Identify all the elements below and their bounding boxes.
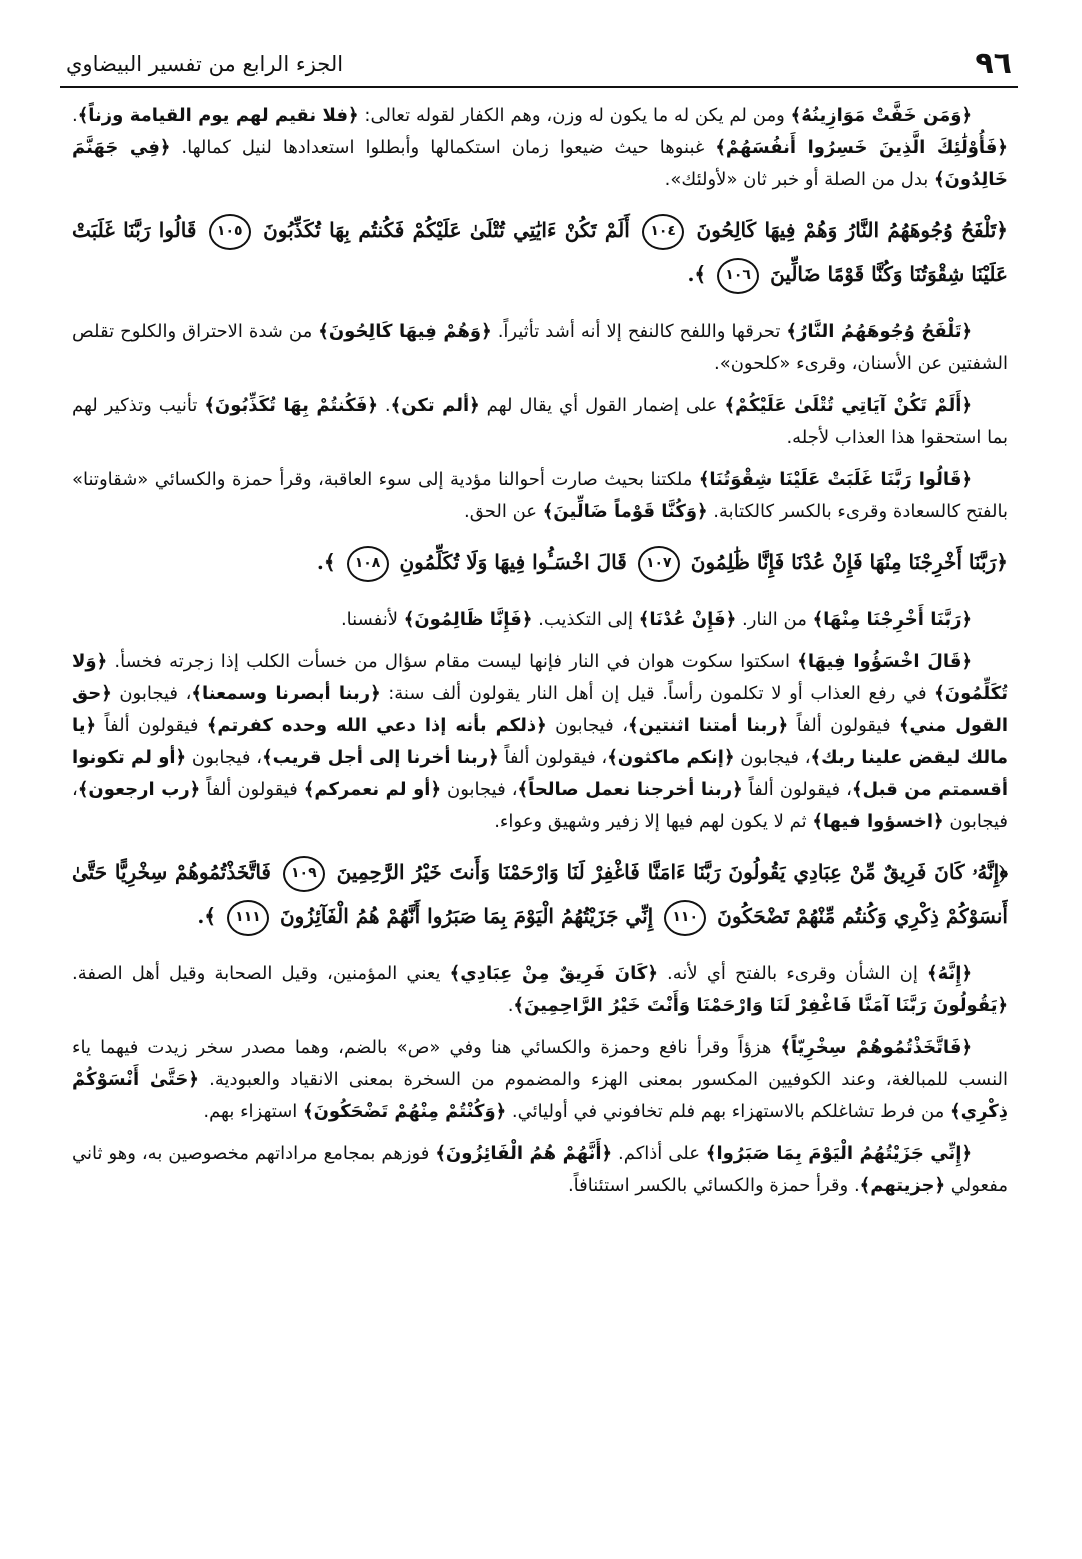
quran-quote: ﴿ربنا أخرنا إلى أجل قريب﴾ (262, 747, 499, 768)
quran-quote: ﴿يا مالك ليقض علينا ربك﴾ (72, 715, 1008, 768)
commentary-text: على أذاكم. (612, 1143, 706, 1164)
verse-number-marker: ١٠٧ (638, 546, 680, 582)
quran-quote: ﴿فَاتَّخَذْتُمُوهُمْ سِخْرِيّاً﴾ (780, 1037, 972, 1058)
commentary-text: هزؤاً وقرأ نافع وحمزة والكسائي هنا وفي «ص» بالضم، وهما مصدر سخر زيدت فيهما ياء النسب للمبالغة، وعند الكوفيين المكسور بمعنى الهزء والمضموم من السخرة بمعنى الانقياد والعبودية. (72, 1037, 1008, 1090)
quran-quote: ﴿رَبَّنَا أَخْرِجْنَا مِنْهَا﴾ (812, 609, 972, 630)
commentary-text: ثم لا يكون لهم فيها إلا زفير وشهيق وعواء. (494, 811, 813, 832)
verse-text: ﴿إِنَّهُۥ كَانَ فَرِيقٌ مِّنْ عِبَادِي يَقُولُونَ رَبَّنَا ءَامَنَّا فَاغْفِرْ لَنَا وَارْحَمْنَا وَأَنتَ خَيْرُ الرَّٰحِمِينَ (336, 860, 1008, 884)
commentary-paragraph (72, 390, 1008, 454)
quran-quote: ﴿إِنَّهُ﴾ (927, 963, 972, 984)
commentary-text: ملكتنا بحيث صارت أحوالنا مؤدية إلى سوء العاقبة، وقرأ حمزة والكسائي «شقاوتنا» بالفتح كالسعادة وقرىء بالكسر كالكتابة. (72, 469, 1008, 522)
verse-text: ﴿تَلْفَحُ وُجُوهَهُمُ النَّارُ وَهُمْ فِيهَا كَالِحُونَ (696, 218, 1008, 242)
quran-quote: ﴿جزيتهم﴾ (859, 1175, 946, 1196)
quran-quote: ﴿كَانَ فَرِيقٌ مِنْ عِبَادِي﴾ (449, 963, 658, 984)
quran-quote: ﴿وَهُمْ فِيهَا كَالِحُونَ﴾ (318, 321, 492, 342)
commentary-text: . (507, 995, 514, 1016)
commentary-text: فيقولون ألفاً (96, 715, 207, 736)
commentary-text: فيقولون ألفاً (788, 715, 899, 736)
quran-quote: ﴿فَإِنْ عُدْنَا﴾ (638, 609, 737, 630)
commentary-text: ، فيجابون (72, 779, 1008, 832)
quran-quote: ﴿إِنِّي جَزَيْتُهُمُ الْيَوْمَ بِمَا صَبَرُوا﴾ (705, 1143, 972, 1164)
commentary-text: عن الحق. (464, 501, 543, 522)
verse-number-marker: ١٠٩ (283, 856, 325, 892)
quran-quote: ﴿فَإِنَّا ظَالِمُونَ﴾ (403, 609, 533, 630)
verse-text: قَالُوا رَبَّنَا غَلَبَتْ عَلَيْنَا شِقْوَتُنَا وَكُنَّا قَوْمًا ضَالِّينَ (72, 218, 1008, 286)
quran-quote: ﴿ربنا أمتنا اثنتين﴾ (628, 715, 789, 736)
commentary-text: فيقولون ألفاً (200, 779, 304, 800)
verse-number-marker: ١١٠ (664, 900, 706, 936)
quran-quote: ﴿فَكُنتُمْ بِهَا تُكَذِّبُونَ﴾ (204, 395, 378, 416)
quran-quote: ﴿حَتَّىٰ أَنْسَوْكُمْ ذِكْرِي﴾ (72, 1069, 1008, 1122)
quran-quote: ﴿ربنا أبصرنا وسمعنا﴾ (191, 683, 381, 704)
quran-quote: ﴿أو لم تكونوا أقسمتم من قبل﴾ (72, 747, 1008, 800)
verse-text: ﴿رَبَّنَا أَخْرِجْنَا مِنْهَا فَإِنْ عُدْنَا فَإِنَّا ظَٰلِمُونَ (690, 550, 1008, 574)
commentary-paragraph (72, 1138, 1008, 1202)
verse-close: ﴾. (316, 550, 336, 574)
quran-quote: ﴿اخسؤوا فيها﴾ (812, 811, 944, 832)
page-number: ٩٦ (975, 46, 1012, 81)
quran-quote: ﴿ألم تكن﴾ (390, 395, 480, 416)
verse-block (72, 850, 1008, 938)
commentary-text: ، فيجابون (111, 683, 192, 704)
commentary-text: استهزاء بهم. (203, 1101, 304, 1122)
page-header (60, 42, 1018, 88)
commentary-text: إن الشأن وقرىء بالفتح أي لأنه. (657, 963, 928, 984)
quran-quote: ﴿رب ارجعون﴾ (77, 779, 201, 800)
quran-quote: ﴿فَأُوْلَٰئِكَ الَّذِينَ خَسِرُوا أَنفُسَهُمْ﴾ (715, 137, 1008, 158)
commentary-paragraph (72, 646, 1008, 838)
commentary-text: . (377, 395, 391, 416)
quran-quote: ﴿قَالَ اخْسَؤُوا فِيهَا﴾ (797, 651, 973, 672)
commentary-text: ، فيجابون (186, 747, 263, 768)
commentary-text: إلى التكذيب. (532, 609, 639, 630)
quran-quote: ﴿تَلْفَحُ وُجُوهَهُمُ النَّارُ﴾ (786, 321, 973, 342)
commentary-text: ومن لم يكن له ما يكون له وزن، وهم الكفار لقوله تعالى: (358, 105, 791, 126)
verse-number-marker: ١٠٥ (209, 214, 251, 250)
commentary-text: ، فيجابون (734, 747, 811, 768)
commentary-paragraph (72, 1032, 1008, 1128)
quran-quote: ﴿وَكُنْتُمْ مِنْهُمْ تَضْحَكُونَ﴾ (303, 1101, 507, 1122)
commentary-text: غبنوها حيث ضيعوا زمان استكمالها وأبطلوا استعدادها لنيل كمالها. (170, 137, 716, 158)
commentary-text: من فرط تشاغلكم بالاستهزاء بهم فلم تخافوني في أوليائي. (506, 1101, 951, 1122)
verse-block (72, 208, 1008, 296)
commentary-text: تأنيب وتذكير لهم بما استحقوا هذا العذاب لأجله. (72, 395, 1008, 448)
verse-text: قَالَ اخْسَـُٔوا فِيهَا وَلَا تُكَلِّمُونِ (399, 550, 627, 574)
commentary-paragraph (72, 604, 1008, 636)
verse-block (72, 540, 1008, 584)
quran-quote: ﴿حق القول مني﴾ (72, 683, 1008, 736)
quran-quote: ﴿فلا نقيم لهم يوم القيامة وزناً﴾ (77, 105, 359, 126)
commentary-text: ، فيقولون ألفاً (498, 747, 608, 768)
verse-close: ﴾. (197, 904, 217, 928)
commentary-paragraph (72, 100, 1008, 196)
quran-quote: ﴿وَمَن خَفَّتْ مَوَازِينُهُ﴾ (790, 105, 973, 126)
quran-quote: ﴿ذلكم بأنه إذا دعي الله وحده كفرتم﴾ (206, 715, 547, 736)
quran-quote: ﴿أَلَمْ تَكُنْ آيَاتِي تُتْلَىٰ عَلَيْكُمْ﴾ (724, 395, 972, 416)
verse-number-marker: ١٠٦ (717, 258, 759, 294)
quran-quote: ﴿قَالُوا رَبَّنَا غَلَبَتْ عَلَيْنَا شِقْوَتُنَا﴾ (698, 469, 972, 490)
commentary-text: في رفع العذاب أو لا تكلمون رأساً. قيل إن أهل النار يقولون ألف سنة: (380, 683, 935, 704)
commentary-text: فوزهم بمجامع مراداتهم مخصوصين به، وهو ثاني مفعولي (72, 1143, 1008, 1196)
commentary-text: من النار. (736, 609, 813, 630)
verse-text: أَلَمْ تَكُنْ ءَايَٰتِي تُتْلَىٰ عَلَيْكُمْ فَكُنتُم بِهَا تُكَذِّبُونَ (263, 218, 630, 242)
verse-number-marker: ١٠٤ (642, 214, 684, 250)
quran-quote: ﴿أَنَّهُمْ هُمُ الْفَائِزُونَ﴾ (435, 1143, 613, 1164)
commentary-text: ، فيجابون (441, 779, 518, 800)
quran-quote: ﴿وَلا تُكَلِّمُونَ﴾ (72, 651, 1008, 704)
commentary-text: اسكتوا سكوت هوان في النار فإنها ليست مقام سؤال من خسأت الكلب إذا زجرته فخسأ. (107, 651, 798, 672)
commentary-text: على إضمار القول أي يقال لهم (479, 395, 725, 416)
commentary-text: لأنفسنا. (340, 609, 404, 630)
verse-close: ﴾. (687, 262, 707, 286)
verse-text: إِنِّي جَزَيْتُهُمُ الْيَوْمَ بِمَا صَبَرُوا أَنَّهُمْ هُمُ الْفَآئِزُونَ (279, 904, 654, 928)
commentary-text: ، فيقولون ألفاً (742, 779, 852, 800)
verse-number-marker: ١١١ (227, 900, 269, 936)
commentary-text: . وقرأ حمزة والكسائي بالكسر استئنافاً. (567, 1175, 860, 1196)
verse-text: فَاتَّخَذْتُمُوهُمْ سِخْرِيًّا حَتَّىٰ أَنسَوْكُمْ ذِكْرِي وَكُنتُم مِّنْهُمْ تَضْحَكُونَ (72, 860, 1008, 928)
quran-quote: ﴿أو لم نعمركم﴾ (303, 779, 442, 800)
commentary-text: يعني المؤمنين، وقيل الصحابة وقيل أهل الصفة. (72, 963, 450, 984)
running-title: الجزء الرابع من تفسير البيضاوي (66, 52, 344, 76)
quran-quote: ﴿فِي جَهَنَّمَ خَالِدُونَ﴾ (72, 137, 1008, 190)
commentary-paragraph (72, 464, 1008, 528)
page-content (72, 100, 1008, 1520)
verse-number-marker: ١٠٨ (347, 546, 389, 582)
commentary-text: من شدة الاحتراق والكلوح تقلص الشفتين عن الأسنان، وقرىء «كلحون». (72, 321, 1008, 374)
commentary-text: بدل من الصلة أو خبر ثان «لأولئك». (664, 169, 934, 190)
quran-quote: ﴿يَقُولُونَ رَبَّنَا آمَنَّا فَاغْفِرْ لَنَا وَارْحَمْنَا وَأَنْتَ خَيْرُ الرَّاحِمِينَ﴾ (513, 995, 1008, 1016)
quran-quote: ﴿إنكم ماكثون﴾ (607, 747, 735, 768)
commentary-paragraph (72, 958, 1008, 1022)
commentary-text: تحرقها واللفح كالنفح إلا أنه أشد تأثيراً. (491, 321, 787, 342)
commentary-text: ، فيجابون (546, 715, 629, 736)
quran-quote: ﴿ربنا أخرجنا نعمل صالحاً﴾ (517, 779, 743, 800)
commentary-paragraph (72, 316, 1008, 380)
quran-quote: ﴿وَكُنَّا قَوْماً ضَالِّينَ﴾ (542, 501, 708, 522)
commentary-text: . (72, 105, 78, 126)
